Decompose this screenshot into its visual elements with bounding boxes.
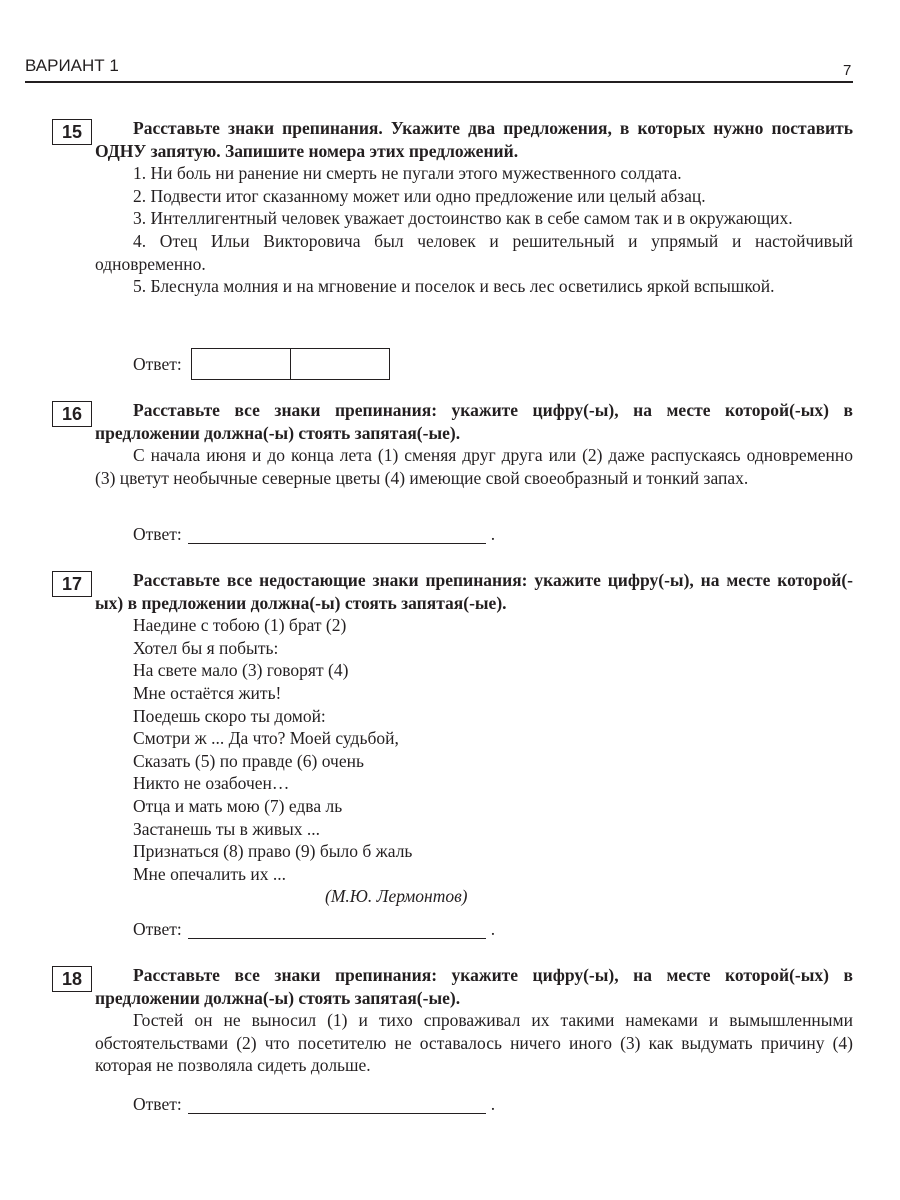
- answer-17: [133, 919, 495, 940]
- sentence-item: 3. Интеллигентный человек уважает достоинство как в себе самом так и в окружающих.: [133, 208, 793, 229]
- answer-line[interactable]: [188, 1096, 486, 1114]
- task-number: 16: [52, 401, 92, 427]
- answer-dot: .: [490, 524, 496, 544]
- answer-label: Ответ:: [133, 1094, 182, 1114]
- answer-boxes[interactable]: [191, 348, 390, 380]
- sentence-item: 5. Блеснула молния и на мгновение и поселок и весь лес осветились яркой вспышкой.: [133, 276, 775, 297]
- variant-header: ВАРИАНТ 1: [25, 56, 119, 75]
- poem-author: (М.Ю. Лермонтов): [325, 886, 468, 907]
- answer-16: [133, 524, 495, 545]
- sentence-item: 2. Подвести итог сказанному может или одно предложение или целый абзац.: [133, 185, 706, 206]
- answer-line[interactable]: [188, 526, 486, 544]
- task-question: Расставьте все недостающие знаки препинания: укажите цифру(-ы), на месте которой(-ых) в предложении должна(-ы) стоять запятая(-ые).: [95, 570, 853, 613]
- task-text: Гостей он не выносил (1) и тихо спроваживал их такими намеками и вымышленными обстоятельствами (2) что посетителю не оставалось ничего иного (3) как выдумать причину (4) которая не позволяла сидеть дольше.: [95, 1010, 853, 1076]
- answer-dot: .: [490, 919, 496, 939]
- task-text: С начала июня и до конца лета (1) сменяя друг друга или (2) даже распускаясь одновременно (3) цветут необычные северные цветы (4) имеющие свой своеобразный и тонкий запах.: [95, 445, 853, 488]
- poem-line: Никто не озабочен…: [133, 773, 290, 794]
- poem-line: Застанешь ты в живых ...: [133, 818, 321, 839]
- task-question: Расставьте знаки препинания. Укажите два предложения, в которых нужно поставить ОДНУ запятую. Запишите номера этих предложений.: [95, 118, 853, 161]
- task-18: [52, 964, 853, 1077]
- poem-line: Смотри ж ... Да что? Моей судьбой,: [133, 728, 399, 749]
- answer-label: Ответ:: [133, 919, 182, 939]
- poem-line: Мне остаётся жить!: [133, 682, 282, 703]
- poem-line: Наедине с тобою (1) брат (2): [133, 615, 347, 636]
- poem-line: Признаться (8) право (9) было б жаль: [133, 841, 413, 862]
- answer-box-1[interactable]: [192, 349, 290, 379]
- task-number: 15: [52, 119, 92, 145]
- answer-label: Ответ:: [133, 353, 182, 374]
- page-number: 7: [843, 62, 852, 79]
- poem-line: Хотел бы я побыть:: [133, 637, 279, 658]
- poem-line: На свете мало (3) говорят (4): [133, 660, 349, 681]
- poem-line: Поедешь скоро ты домой:: [133, 705, 326, 726]
- answer-line[interactable]: [188, 921, 486, 939]
- task-15: [52, 117, 853, 298]
- header-rule: [25, 81, 853, 83]
- poem-line: Отца и мать мою (7) едва ль: [133, 795, 343, 816]
- answer-dot: .: [490, 1094, 496, 1114]
- answer-box-2[interactable]: [290, 349, 389, 379]
- poem: [133, 614, 853, 908]
- task-17: [52, 569, 853, 908]
- task-question: Расставьте все знаки препинания: укажите цифру(-ы), на месте которой(-ых) в предложении должна(-ы) стоять запятая(-ые).: [95, 965, 853, 1008]
- task-number: 18: [52, 966, 92, 992]
- answer-18: [133, 1094, 495, 1115]
- task-16: [52, 399, 853, 489]
- answer-15: [133, 348, 390, 380]
- sentence-item: 4. Отец Ильи Викторовича был человек и решительный и упрямый и настойчивый одновременно.: [95, 230, 853, 274]
- poem-line: Мне опечалить их ...: [133, 863, 286, 884]
- task-question: Расставьте все знаки препинания: укажите цифру(-ы), на месте которой(-ых) в предложении должна(-ы) стоять запятая(-ые).: [95, 400, 853, 443]
- poem-line: Сказать (5) по правде (6) очень: [133, 750, 364, 771]
- task-number: 17: [52, 571, 92, 597]
- sentence-item: 1. Ни боль ни ранение ни смерть не пугали этого мужественного солдата.: [133, 163, 682, 184]
- answer-label: Ответ:: [133, 524, 182, 544]
